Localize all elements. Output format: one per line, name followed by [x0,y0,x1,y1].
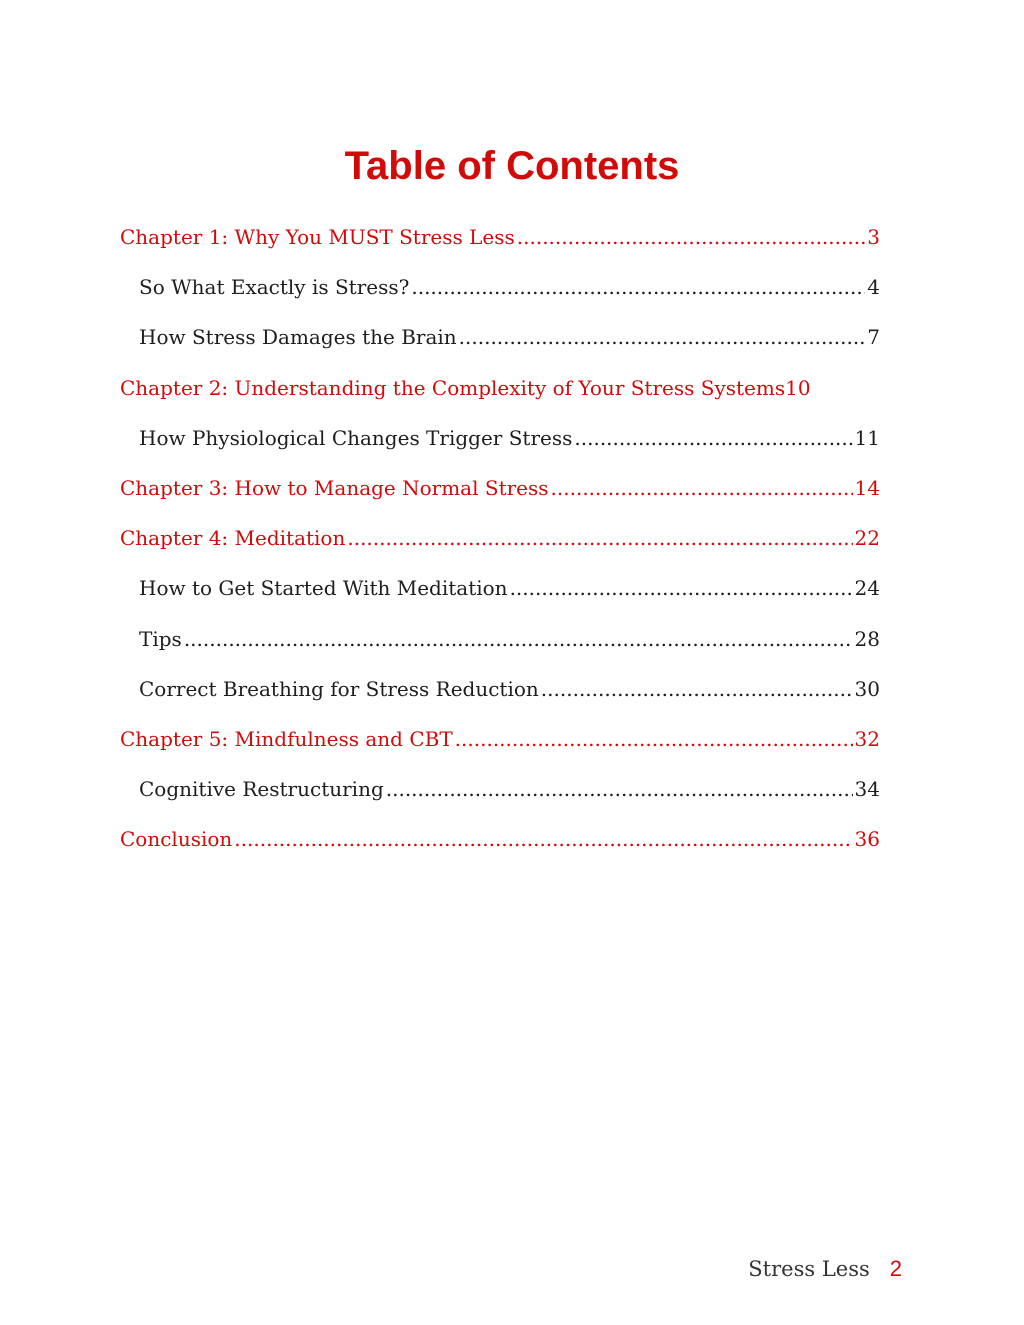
toc-entry-chapter-3[interactable] [120,463,880,513]
toc-entry-page: 32 [854,726,880,751]
toc-dot-leader [411,262,865,312]
toc-dot-leader [386,764,853,814]
toc-entry-page: 24 [854,576,880,601]
toc-dot-leader [510,563,853,613]
toc-entry-page: 4 [867,275,880,300]
toc-dot-leader [551,463,853,513]
toc-entry-physiological-changes[interactable] [120,413,880,463]
footer-book-title: Stress Less [748,1257,870,1281]
toc-entry-correct-breathing[interactable] [120,664,880,714]
toc-entry-label: Conclusion [120,827,233,852]
toc-entry-label: Chapter 1: Why You MUST Stress Less [120,225,515,249]
toc-dot-leader [347,513,852,563]
toc-dot-leader [459,312,866,362]
toc-entry-page: 3 [867,225,880,249]
toc-entry-tips[interactable] [120,614,880,664]
toc-entry-chapter-5[interactable] [120,714,880,764]
toc-entry-chapter-1[interactable] [120,212,880,262]
toc-entry-page: 11 [854,425,880,450]
toc-entry-page: 30 [854,676,880,701]
toc-dot-leader [541,664,853,714]
toc-dot-leader [184,614,853,664]
toc-entry-page: 36 [854,827,880,852]
toc-entry-label: Chapter 2: Understanding the Complexity of Your Stress Systems [120,375,786,400]
toc-entry-what-is-stress[interactable] [120,262,880,312]
page-title: Table of Contents [344,143,680,188]
toc-dot-leader [574,413,852,463]
toc-entry-chapter-4[interactable] [120,513,880,563]
toc-dot-leader [455,714,853,764]
footer-page-number: 2 [889,1256,902,1281]
toc-entry-label: Tips [139,626,182,651]
toc-entry-label: How Stress Damages the Brain [139,325,457,350]
toc-entry-page: 22 [854,526,880,551]
toc-entry-label: Cognitive Restructuring [139,777,384,802]
toc-entry-label: Chapter 5: Mindfulness and CBT [120,726,453,751]
toc-entry-get-started-meditation[interactable] [120,563,880,613]
toc-entry-page: 14 [854,475,880,500]
toc-entry-page: 7 [867,325,880,350]
toc-entry-page: 28 [854,626,880,651]
toc-entry-conclusion[interactable] [120,814,880,864]
toc-entry-chapter-2[interactable] [120,363,880,413]
page-footer [748,1256,902,1282]
toc-entry-cognitive-restructuring[interactable] [120,764,880,814]
toc-entry-stress-damages-brain[interactable] [120,312,880,362]
toc-entry-label: So What Exactly is Stress? [139,275,410,300]
toc-entry-label: How to Get Started With Meditation [139,576,508,601]
table-of-contents [120,212,880,864]
toc-dot-leader [517,212,866,262]
toc-entry-label: Chapter 4: Meditation [120,526,346,551]
toc-entry-label: Correct Breathing for Stress Reduction [139,676,539,701]
toc-entry-label: How Physiological Changes Trigger Stress [139,425,573,450]
toc-entry-label: Chapter 3: How to Manage Normal Stress [120,475,549,500]
toc-dot-leader [234,814,852,864]
toc-entry-page: 10 [785,375,811,400]
toc-entry-page: 34 [854,777,880,802]
